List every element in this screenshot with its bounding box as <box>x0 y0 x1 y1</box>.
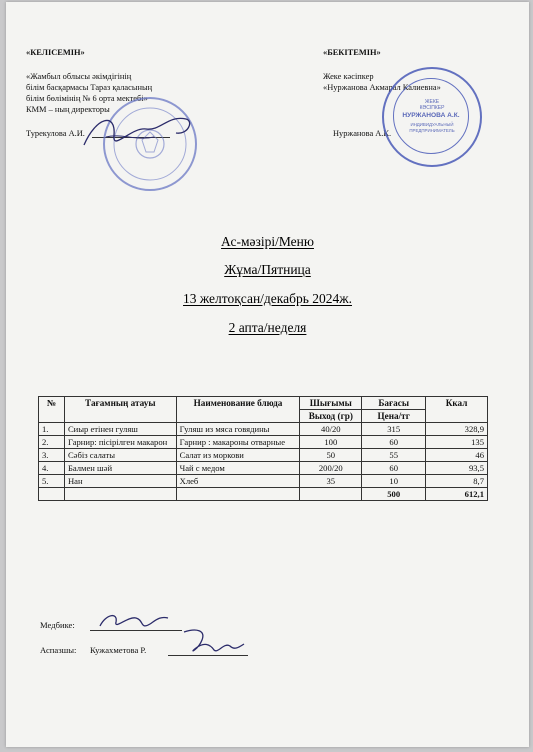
col-num-header: № <box>39 397 65 423</box>
dish-ru: Гарнир : макароны отварные <box>176 436 300 449</box>
menu-title: Ас-мәзірі/Меню <box>221 234 314 249</box>
row-num: 4. <box>39 462 65 475</box>
cook-signature <box>174 624 252 660</box>
school-line-2: білім басқармасы Тараз қаласының <box>26 83 153 92</box>
school-line-3: білім бөлімінің № 6 орта мектебі» <box>26 94 148 103</box>
dish-kcal: 135 <box>426 436 488 449</box>
dish-output: 200/20 <box>300 462 362 475</box>
dish-kz: Балмен шәй <box>64 462 176 475</box>
col-price-header-ru: Цена/тг <box>362 410 426 423</box>
dish-kcal: 93,5 <box>426 462 488 475</box>
dish-ru: Хлеб <box>176 475 300 488</box>
stamp-sub-text-1: ИНДИВИДУАЛЬНЫЙ <box>410 122 454 127</box>
dish-kz: Нан <box>64 475 176 488</box>
approval-heading-left: «КЕЛІСЕМІН» <box>26 48 85 57</box>
dish-kcal: 328,9 <box>426 423 488 436</box>
stamp-sub-text-2: ПРЕДПРИНИМАТЕЛЬ <box>409 128 455 133</box>
director-name: Турекулова А.И. <box>26 129 85 138</box>
cook-name: Кужахметова Р. <box>90 645 147 655</box>
cook-label: Аспазшы: <box>40 645 77 655</box>
stamp-name-text: НУРЖАНОВА А.К. <box>402 112 460 119</box>
entrepreneur-name: Нуржанова А.К. <box>333 129 392 138</box>
director-signature <box>76 107 206 157</box>
table-row <box>39 449 488 462</box>
dish-output: 100 <box>300 436 362 449</box>
col-kz-header: Тағамның атауы <box>64 397 176 423</box>
entrepreneur-stamp <box>382 67 482 167</box>
col-out-header-ru: Выход (гр) <box>300 410 362 423</box>
dish-ru: Чай с медом <box>176 462 300 475</box>
dish-price: 10 <box>362 475 426 488</box>
stamp-mid-text: КӘСІПКЕР <box>419 105 445 111</box>
total-price: 500 <box>362 488 426 501</box>
dish-kcal: 46 <box>426 449 488 462</box>
total-kcal: 612,1 <box>426 488 488 501</box>
row-num: 3. <box>39 449 65 462</box>
dish-ru: Гуляш из мяса говядины <box>176 423 300 436</box>
row-num: 5. <box>39 475 65 488</box>
dish-kz: Сиыр етінен гуляш <box>64 423 176 436</box>
dish-output: 50 <box>300 449 362 462</box>
dish-output: 40/20 <box>300 423 362 436</box>
school-line-1: «Жамбыл облысы әкімдігінің <box>26 72 132 81</box>
col-kcal-header: Ккал <box>426 397 488 423</box>
dish-kz: Сәбіз салаты <box>64 449 176 462</box>
week-title: 2 апта/неделя <box>228 320 307 335</box>
col-price-header-kz: Бағасы <box>362 397 426 410</box>
table-row <box>39 462 488 475</box>
date-title: 13 желтоқсан/декабрь 2024ж. <box>183 291 352 306</box>
dish-price: 60 <box>362 436 426 449</box>
row-num: 2. <box>39 436 65 449</box>
dish-kcal: 8,7 <box>426 475 488 488</box>
dish-price: 60 <box>362 462 426 475</box>
col-out-header-kz: Шығымы <box>300 397 362 410</box>
menu-document <box>6 2 529 747</box>
school-line-4: КММ – ның директоры <box>26 105 110 114</box>
day-title: Жұма/Пятница <box>224 262 311 277</box>
nurse-signature <box>94 608 174 636</box>
row-num: 1. <box>39 423 65 436</box>
dish-output: 35 <box>300 475 362 488</box>
dish-price: 55 <box>362 449 426 462</box>
dish-kz: Гарнир: пісірілген макарон <box>64 436 176 449</box>
dish-ru: Салат из моркови <box>176 449 300 462</box>
approval-heading-right: «БЕКІТЕМІН» <box>323 48 381 57</box>
entrepreneur-line-1: Жеке кәсіпкер <box>323 72 374 81</box>
entrepreneur-line-2: «Нуржанова Акмарал Калиевна» <box>323 83 441 92</box>
table-total-row <box>39 488 488 501</box>
table-row <box>39 475 488 488</box>
nurse-label: Медбике: <box>40 620 75 630</box>
table-header-row <box>39 397 488 410</box>
stamp-top-text: ЖЕКЕ <box>424 99 440 105</box>
dish-price: 315 <box>362 423 426 436</box>
table-row <box>39 423 488 436</box>
table-row <box>39 436 488 449</box>
col-ru-header: Наименование блюда <box>176 397 300 423</box>
menu-table <box>38 396 488 501</box>
